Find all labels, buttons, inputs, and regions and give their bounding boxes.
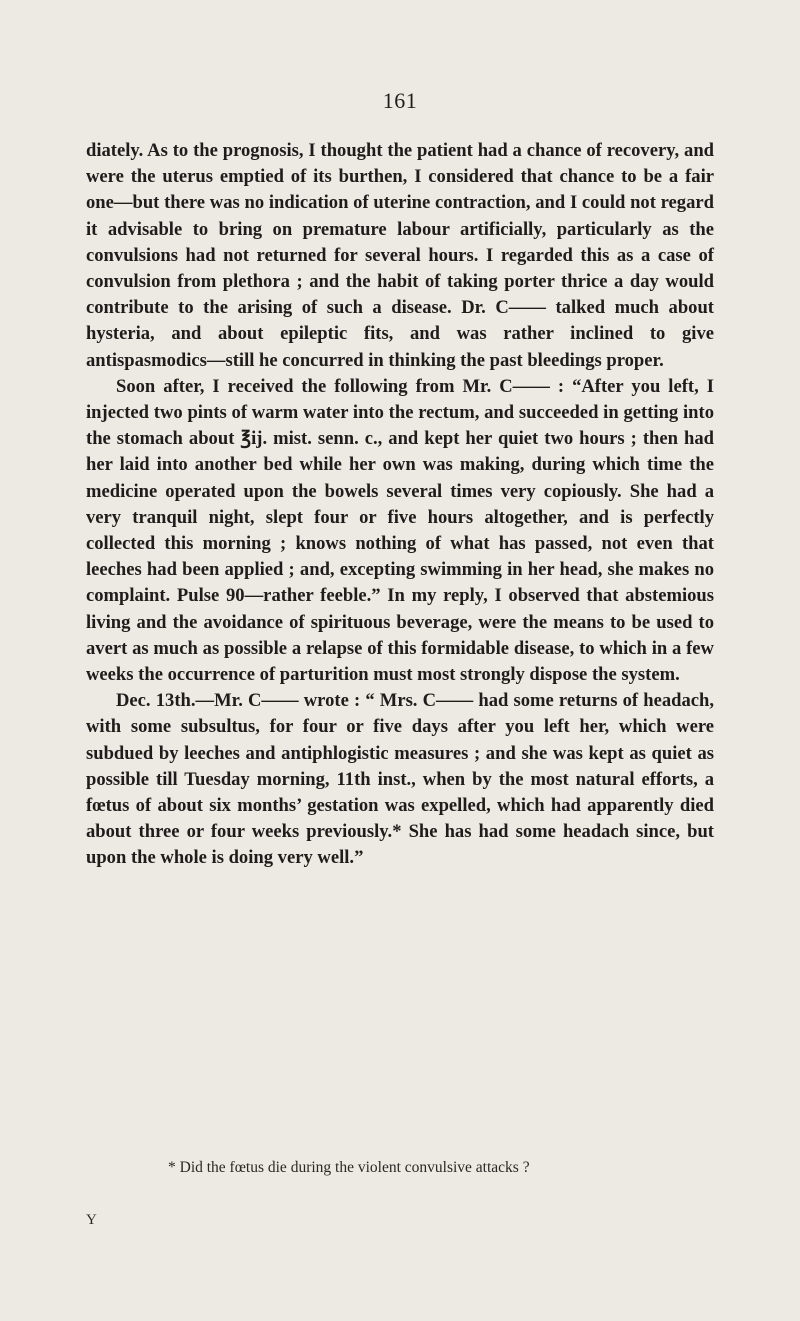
page-number: 161	[382, 88, 418, 113]
paragraph-1: diately. As to the prognosis, I thought the patient had a chance of recovery, and were the uterus emptied of its burthen, I considered that chance to be a fair one—but there was no indication of uterine contraction, and I could not regard it advisable to bring on premature labour artificially, particularly as the convulsions had not returned for several hours. I regarded this as a case of convulsion from plethora ; and the habit of taking porter thrice a day would contribute to the arising of such a disease. Dr. C—— talked much about hysteria, and about epileptic fits, and was rather inclined to give antispasmodics—still he concurred in thinking the past bleedings proper.	[86, 140, 714, 371]
footnote: * Did the fœtus die during the violent convulsive attacks ?	[168, 1159, 530, 1176]
signature-mark: Y	[86, 1212, 97, 1228]
paragraph-3: Dec. 13th.—Mr. C—— wrote : “ Mrs. C—— had some returns of headach, with some subsultus, for four or five days after you left her, which were subdued by leeches and antiphlogistic measures ; and she was kept as quiet as possible till Tuesday morning, 11th inst., when by the most natural efforts, a fœtus of about six months’ gestation was expelled, which had apparently died about three or four weeks previously.* She has had some headach since, but upon the whole is doing very well.”	[86, 690, 714, 869]
paragraph-2: Soon after, I received the following from Mr. C—— : “After you left, I injected two pints of warm water into the rectum, and succeeded in getting into the stomach about ℥ij. mist. senn. c., and kept her quiet two hours ; then had her laid into another bed while her own was making, during which time the medicine operated upon the bowels several times very copiously. She had a very tranquil night, slept four or five hours altogether, and is perfectly collected this morning ; knows nothing of what has passed, not even that leeches had been applied ; and, excepting swimming in her head, she makes no complaint. Pulse 90—rather feeble.” In my reply, I observed that abstemious living and the avoidance of spirituous beverage, were the means to be used to avert as much as possible a relapse of this formidable disease, to which in a few weeks the occurrence of parturition must most strongly dispose the system.	[86, 375, 714, 686]
body-text	[86, 138, 714, 872]
